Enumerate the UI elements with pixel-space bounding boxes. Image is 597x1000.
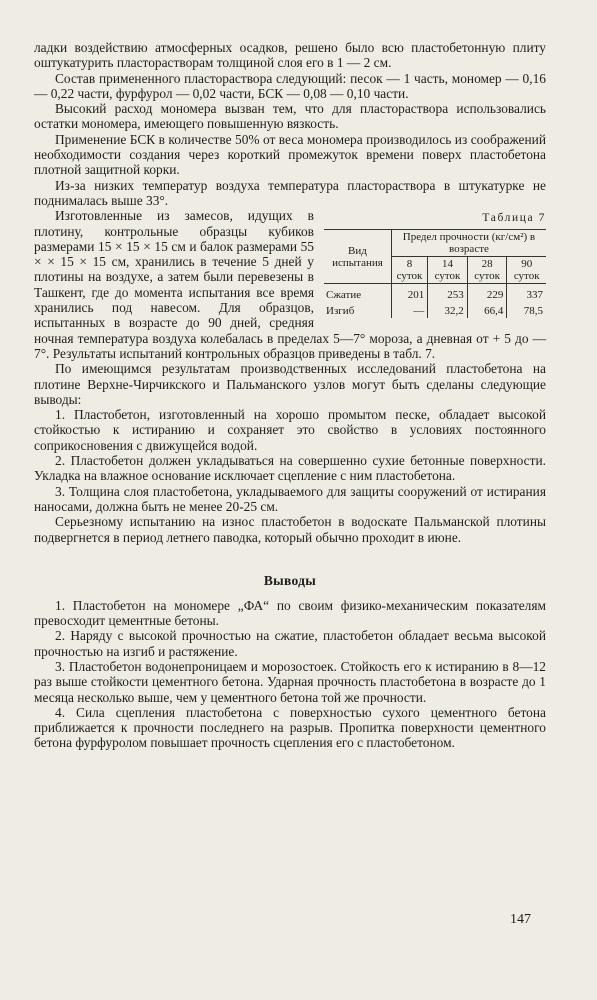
- paragraph: Из-за низких температур воздуха температура пласторaствора в штукатурке не поднималась выше 33°.: [34, 177, 546, 208]
- page-number: 147: [510, 912, 531, 927]
- table-caption: Таблица 7: [482, 212, 546, 225]
- table-row: [324, 302, 546, 318]
- paragraph: 3. Толщина слоя пластобетона, укладываемого для защиты сооружений от истирания наносами, должна быть не менее 20-25 см.: [34, 483, 546, 514]
- section-heading: Выводы: [263, 572, 317, 588]
- table-7: [324, 212, 546, 318]
- cell: 229: [467, 284, 507, 303]
- cell: —: [391, 302, 427, 318]
- cell: 337: [507, 284, 546, 303]
- col-header: 28 суток: [467, 257, 507, 284]
- cell: 78,5: [507, 302, 546, 318]
- col-header: 14 суток: [428, 257, 468, 284]
- paragraph: Изготовленные из замесов, идущих в плотину, контрольные образцы кубиков размерами 15 × 15 × 15 см и балок размерами 55 × × 15 × 15 см, хранились в течение 5 дней у плотины на воздухе, а затем были перевезены в Ташкент, где до момента испытания все время хранились под навесом. Для образцов, испытанных в возрасте до 90 дней, средняя ночная температура воздуха колебалась в пределах 5—7° мороза, а дневная от + 5 до — 7°. Результаты испытаний контрольных образцов приведены в табл. 7.: [34, 208, 546, 361]
- paragraph: ладки воздействию атмосферных осадков, решено было всю пластобетонную плиту оштукатурить пласторастворам толщиной слоя его в 1 — 2 см.: [34, 40, 546, 71]
- paragraph: Применение БСК в количестве 50% от веса мономера производилось из соображений необходимости создания через короткий промежуток времени поверх пластобетона плотной защитной корки.: [34, 131, 546, 178]
- paragraph: Состав примененного пласторaствора следующий: песок — 1 часть, мономер — 0,16 — 0,22 части, фурфурол — 0,02 части, БСК — 0,08 — 0,10 части.: [34, 70, 546, 101]
- paragraph: Серьезному испытанию на износ пластобетон в водоскате Пальманской плотины подвергнется в период летнего паводка, который обычно проходит в июне.: [34, 514, 546, 545]
- group-header: Предел прочности (кг/см²) в возрасте: [391, 230, 546, 257]
- conclusion-item: 1. Пластобетон на мономере „ФА“ по своим физико-механическим показателям превосходит цементные бетоны.: [34, 597, 546, 629]
- table-row: [324, 284, 546, 303]
- paragraph: По имеющимся результатам производственных исследований пластобетона на плотине Верхне-Чирчикского и Пальманского узлов могут быть сделаны следующие выводы:: [34, 361, 546, 407]
- cell: 201: [391, 284, 427, 303]
- col-header: 90 суток: [507, 257, 546, 284]
- paragraph: 2. Пластобетон должен укладываться на совершенно сухие бетонные поверхности. Укладка на влажное основание исключает сцепление с ним пластобетона.: [34, 453, 546, 484]
- col-header: 8 суток: [391, 257, 427, 284]
- cell: 32,2: [428, 302, 468, 318]
- paragraph: 1. Пластобетон, изготовленный на хорошо промытом песке, обладает высокой стойкостью к истиранию и сохраняет это свойство в условиях постоянного соприкосновения с движущейся водой.: [34, 407, 546, 453]
- conclusion-item: 3. Пластобетон водонепроницаем и морозостоек. Стойкость его к истиранию в 8—12 раз выше стойкости цементного бетона. Ударная прочность пластобетона в возрасте до 1 месяца несколько выше, чем у цементного бетона той же прочности.: [34, 658, 546, 705]
- strength-table: [324, 229, 546, 318]
- conclusion-item: 4. Сила сцепления пластобетона с поверхностью сухого цементного бетона приближается к прочности последнего на разрыв. Пропитка поверхности цементного бетона фурфуролом повышает прочность сцепления его с пластобетоном.: [34, 704, 546, 751]
- paragraph: Высокий расход мономера вызван тем, что для пласторaствора использовались остатки мономера, имеющего повышенную вязкость.: [34, 101, 546, 132]
- row-label: Сжатие: [326, 289, 362, 302]
- row-label: Изгиб: [326, 305, 355, 318]
- page-body: [34, 40, 546, 751]
- conclusion-item: 2. Наряду с высокой прочностью на сжатие, пластобетон обладает весьма высокой прочностью на изгиб и растяжение.: [34, 628, 546, 659]
- col-header-test-type: Вид испытания: [324, 230, 391, 284]
- cell: 66,4: [467, 302, 507, 318]
- cell: 253: [428, 284, 468, 303]
